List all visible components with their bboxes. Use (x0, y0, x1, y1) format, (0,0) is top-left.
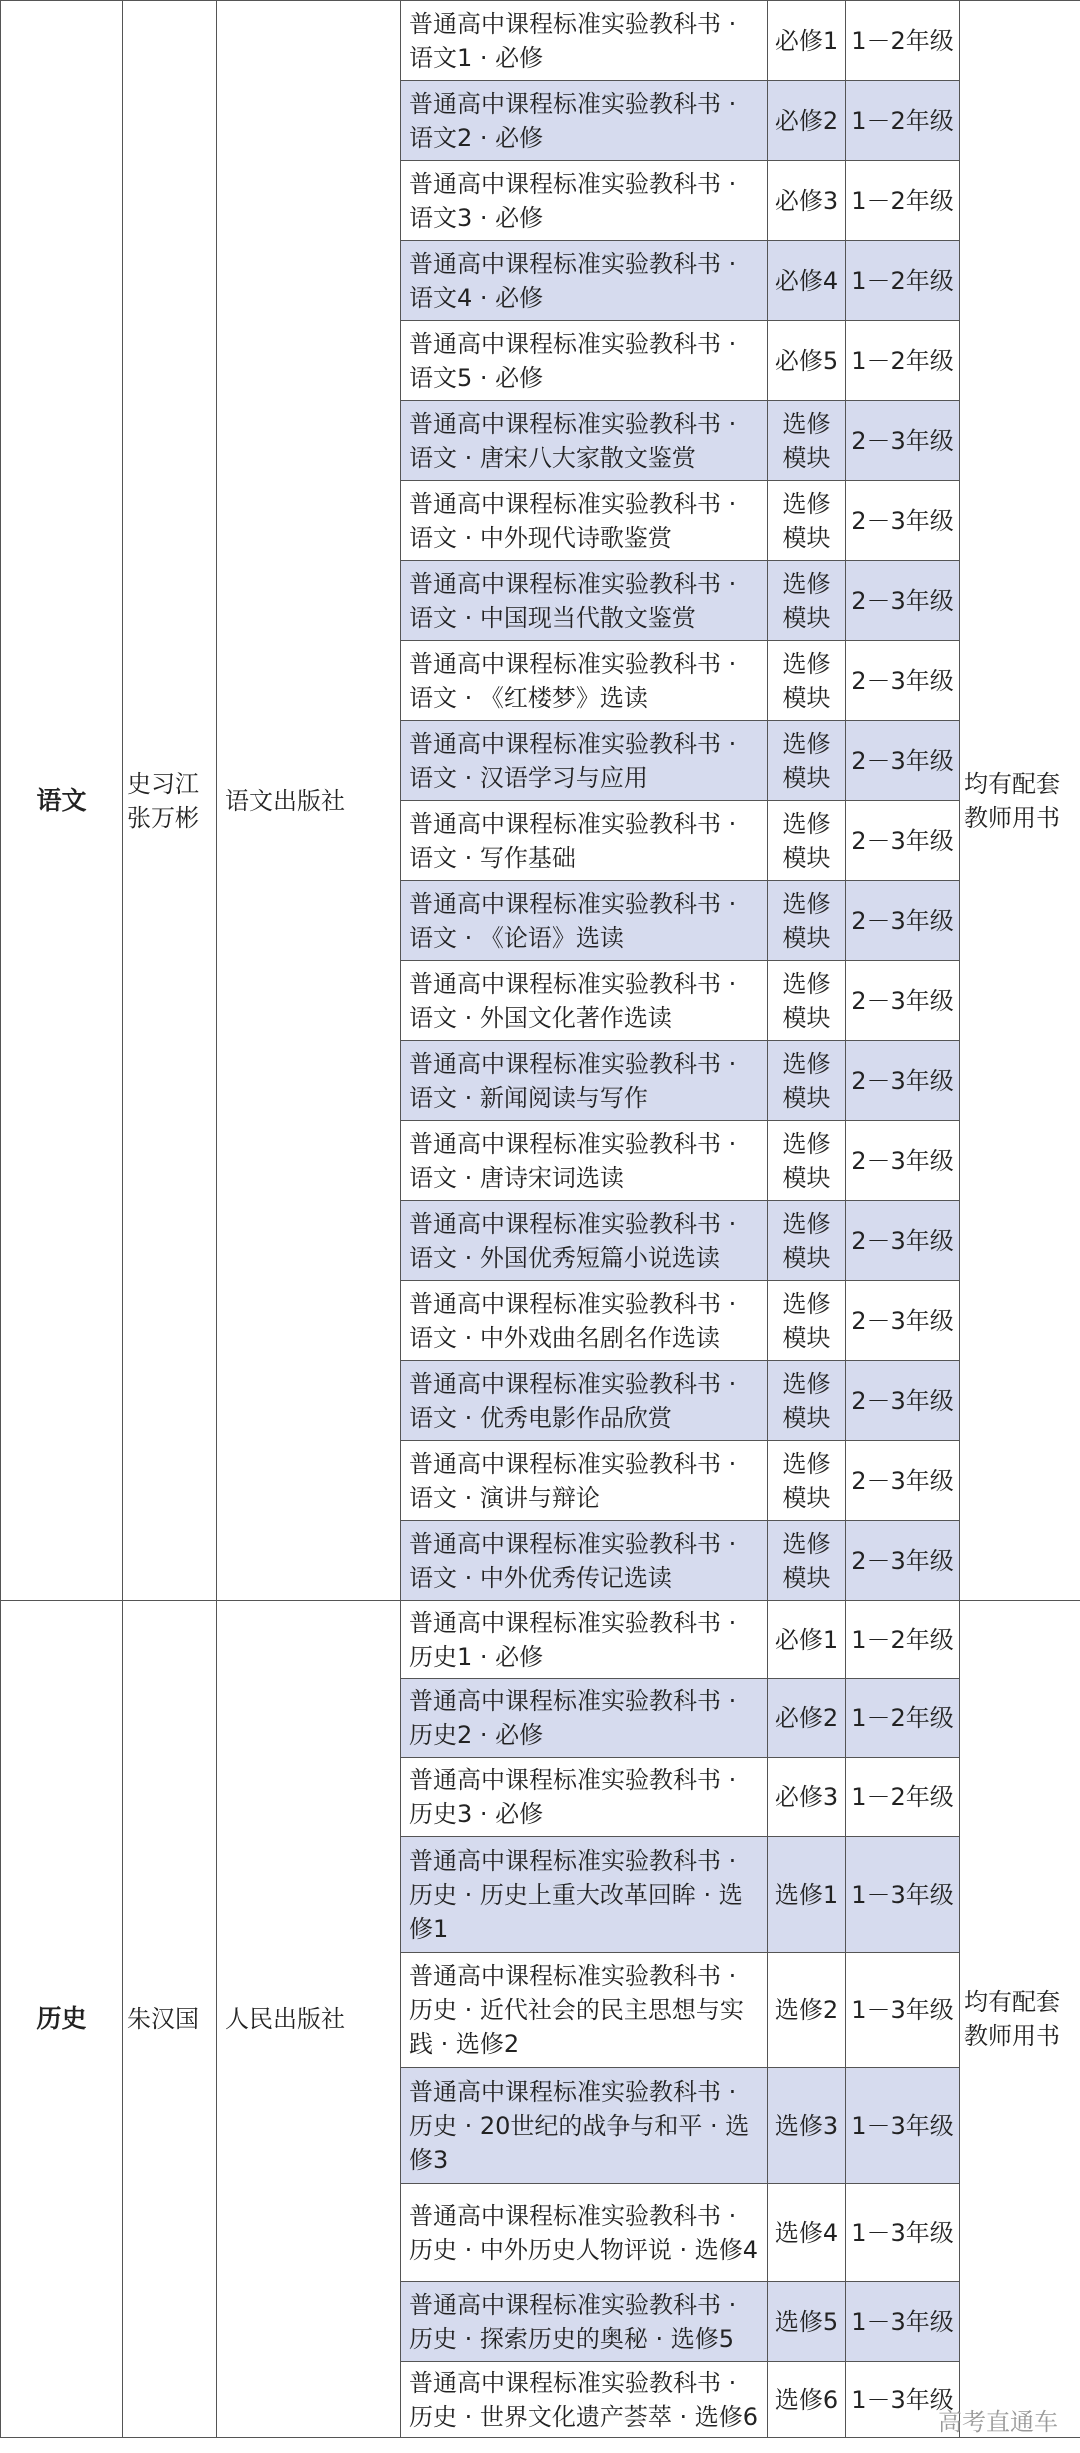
table-row (1, 1601, 1080, 1679)
module-cell: 选修模块 (768, 961, 846, 1041)
publisher-cell: 人民出版社 (217, 1601, 401, 2438)
grade-cell: 1－2年级 (846, 321, 960, 401)
module-cell: 选修4 (768, 2184, 846, 2282)
grade-cell: 1－2年级 (846, 1679, 960, 1758)
module-cell: 选修模块 (768, 881, 846, 961)
table-row (1, 1, 1080, 81)
subject-cell: 语文 (1, 1, 123, 1601)
grade-cell: 2－3年级 (846, 1361, 960, 1441)
book-title-cell: 普通高中课程标准实验教科书 · 历史 · 20世纪的战争与和平 · 选修3 (401, 2068, 768, 2184)
book-title-cell: 普通高中课程标准实验教科书 · 历史3 · 必修 (401, 1758, 768, 1837)
book-title-cell: 普通高中课程标准实验教科书 · 语文 · 新闻阅读与写作 (401, 1041, 768, 1121)
module-cell: 必修1 (768, 1, 846, 81)
module-cell: 必修2 (768, 81, 846, 161)
grade-cell: 2－3年级 (846, 561, 960, 641)
book-title-cell: 普通高中课程标准实验教科书 · 历史2 · 必修 (401, 1679, 768, 1758)
book-title-cell: 普通高中课程标准实验教科书 · 语文 · 《论语》选读 (401, 881, 768, 961)
grade-cell: 1－3年级 (846, 2068, 960, 2184)
publisher-cell: 语文出版社 (217, 1, 401, 1601)
note-cell: 均有配套 教师用书 (960, 1601, 1080, 2438)
grade-cell: 1－3年级 (846, 2282, 960, 2362)
grade-cell: 2－3年级 (846, 1281, 960, 1361)
module-cell: 选修模块 (768, 1281, 846, 1361)
watermark: 高考直通车 (938, 2408, 1058, 2436)
book-title-cell: 普通高中课程标准实验教科书 · 语文 · 中外现代诗歌鉴赏 (401, 481, 768, 561)
grade-cell: 2－3年级 (846, 881, 960, 961)
book-title-cell: 普通高中课程标准实验教科书 · 语文 · 优秀电影作品欣赏 (401, 1361, 768, 1441)
grade-cell: 2－3年级 (846, 641, 960, 721)
grade-cell: 1－2年级 (846, 1758, 960, 1837)
book-title-cell: 普通高中课程标准实验教科书 · 历史1 · 必修 (401, 1601, 768, 1679)
module-cell: 选修模块 (768, 1521, 846, 1601)
module-cell: 必修5 (768, 321, 846, 401)
module-cell: 选修1 (768, 1837, 846, 1953)
grade-cell: 1－2年级 (846, 161, 960, 241)
book-title-cell: 普通高中课程标准实验教科书 · 语文1 · 必修 (401, 1, 768, 81)
book-title-cell: 普通高中课程标准实验教科书 · 语文 · 中外优秀传记选读 (401, 1521, 768, 1601)
module-cell: 选修3 (768, 2068, 846, 2184)
module-cell: 选修模块 (768, 1121, 846, 1201)
book-title-cell: 普通高中课程标准实验教科书 · 语文5 · 必修 (401, 321, 768, 401)
book-title-cell: 普通高中课程标准实验教科书 · 语文 · 唐宋八大家散文鉴赏 (401, 401, 768, 481)
book-title-cell: 普通高中课程标准实验教科书 · 历史 · 探索历史的奥秘 · 选修5 (401, 2282, 768, 2362)
module-cell: 选修模块 (768, 721, 846, 801)
module-cell: 选修模块 (768, 641, 846, 721)
book-title-cell: 普通高中课程标准实验教科书 · 历史 · 中外历史人物评说 · 选修4 (401, 2184, 768, 2282)
grade-cell: 2－3年级 (846, 721, 960, 801)
book-title-cell: 普通高中课程标准实验教科书 · 语文 · 唐诗宋词选读 (401, 1121, 768, 1201)
grade-cell: 2－3年级 (846, 1201, 960, 1281)
module-cell: 必修4 (768, 241, 846, 321)
grade-cell: 1－2年级 (846, 81, 960, 161)
book-title-cell: 普通高中课程标准实验教科书 · 语文3 · 必修 (401, 161, 768, 241)
grade-cell: 1－3年级 (846, 1953, 960, 2068)
book-title-cell: 普通高中课程标准实验教科书 · 语文 · 外国文化著作选读 (401, 961, 768, 1041)
grade-cell: 1－2年级 (846, 1, 960, 81)
book-title-cell: 普通高中课程标准实验教科书 · 语文 · 中国现当代散文鉴赏 (401, 561, 768, 641)
module-cell: 必修2 (768, 1679, 846, 1758)
book-title-cell: 普通高中课程标准实验教科书 · 语文2 · 必修 (401, 81, 768, 161)
module-cell: 选修模块 (768, 1201, 846, 1281)
grade-cell: 2－3年级 (846, 1121, 960, 1201)
grade-cell: 2－3年级 (846, 1441, 960, 1521)
editors-cell: 史习江 张万彬 (123, 1, 217, 1601)
module-cell: 选修模块 (768, 401, 846, 481)
module-cell: 选修模块 (768, 801, 846, 881)
book-title-cell: 普通高中课程标准实验教科书 · 语文 · 《红楼梦》选读 (401, 641, 768, 721)
grade-cell: 1－3年级 (846, 2362, 960, 2438)
module-cell: 必修1 (768, 1601, 846, 1679)
module-cell: 选修5 (768, 2282, 846, 2362)
book-title-cell: 普通高中课程标准实验教科书 · 语文 · 演讲与辩论 (401, 1441, 768, 1521)
module-cell: 选修模块 (768, 1041, 846, 1121)
grade-cell: 2－3年级 (846, 401, 960, 481)
book-title-cell: 普通高中课程标准实验教科书 · 语文 · 写作基础 (401, 801, 768, 881)
book-title-cell: 普通高中课程标准实验教科书 · 历史 · 世界文化遗产荟萃 · 选修6 (401, 2362, 768, 2438)
grade-cell: 2－3年级 (846, 1041, 960, 1121)
grade-cell: 1－3年级 (846, 1837, 960, 1953)
module-cell: 必修3 (768, 161, 846, 241)
module-cell: 选修模块 (768, 561, 846, 641)
editors-cell: 朱汉国 (123, 1601, 217, 2438)
grade-cell: 2－3年级 (846, 481, 960, 561)
grade-cell: 2－3年级 (846, 1521, 960, 1601)
grade-cell: 2－3年级 (846, 961, 960, 1041)
grade-cell: 2－3年级 (846, 801, 960, 881)
book-title-cell: 普通高中课程标准实验教科书 · 语文 · 外国优秀短篇小说选读 (401, 1201, 768, 1281)
module-cell: 必修3 (768, 1758, 846, 1837)
note-cell: 均有配套 教师用书 (960, 1, 1080, 1601)
module-cell: 选修模块 (768, 1361, 846, 1441)
book-title-cell: 普通高中课程标准实验教科书 · 历史 · 历史上重大改革回眸 · 选修1 (401, 1837, 768, 1953)
book-title-cell: 普通高中课程标准实验教科书 · 语文 · 汉语学习与应用 (401, 721, 768, 801)
grade-cell: 1－2年级 (846, 241, 960, 321)
module-cell: 选修模块 (768, 1441, 846, 1521)
grade-cell: 1－3年级 (846, 2184, 960, 2282)
subject-cell: 历史 (1, 1601, 123, 2438)
module-cell: 选修2 (768, 1953, 846, 2068)
book-title-cell: 普通高中课程标准实验教科书 · 历史 · 近代社会的民主思想与实践 · 选修2 (401, 1953, 768, 2068)
module-cell: 选修6 (768, 2362, 846, 2438)
grade-cell: 1－2年级 (846, 1601, 960, 1679)
book-title-cell: 普通高中课程标准实验教科书 · 语文 · 中外戏曲名剧名作选读 (401, 1281, 768, 1361)
book-title-cell: 普通高中课程标准实验教科书 · 语文4 · 必修 (401, 241, 768, 321)
module-cell: 选修模块 (768, 481, 846, 561)
